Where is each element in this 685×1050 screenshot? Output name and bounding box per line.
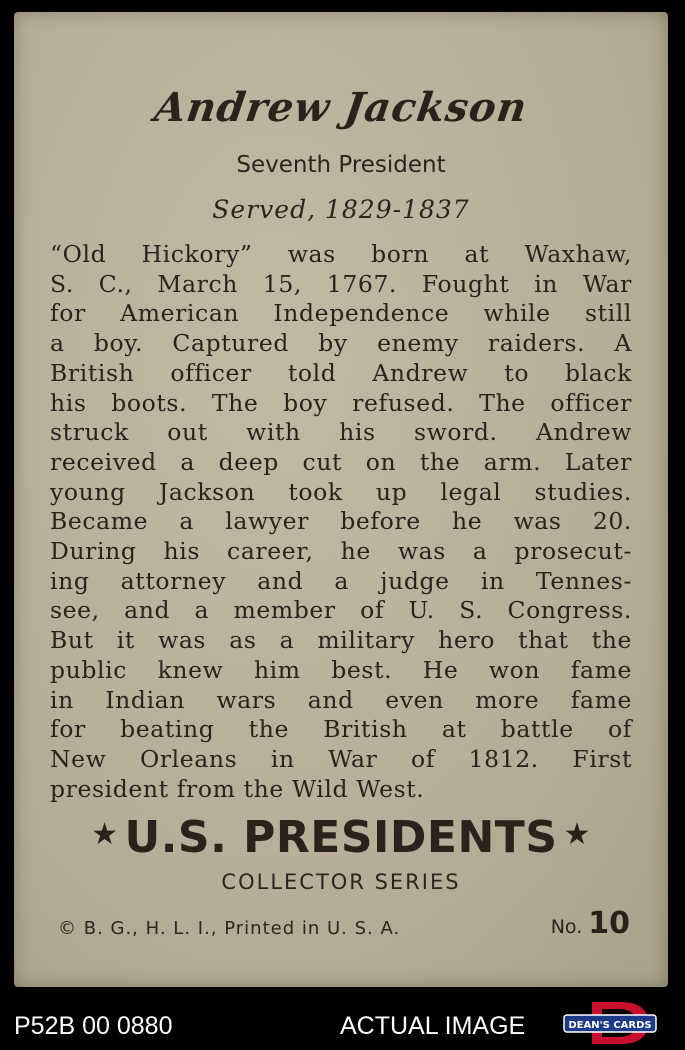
biography-line: “Old Hickory” was born at Waxhaw, [50,240,632,268]
logo-text: DEAN'S CARDS [568,1020,652,1031]
biography-text [50,240,632,804]
biography-line: for American Independence while still [50,299,632,328]
deans-cards-logo-icon [562,1000,658,1046]
card-number-label: No. [550,916,583,938]
biography-line: Became a lawyer before he was 20. [50,507,632,536]
biography-line: see, and a member of U. S. Congress. [50,596,632,625]
president-ordinal: Seventh President [236,152,446,178]
star-icon: ★ [91,817,119,852]
biography-line: president from the Wild West. [50,774,425,803]
series-subtitle: COLLECTOR SERIES [221,870,461,894]
biography-line: young Jackson took up legal studies. [50,477,632,506]
biography-line: But it was as a military hero that the [50,626,632,655]
biography-line: in Indian wars and even more fame [50,685,632,714]
biography-line: S. C., March 15, 1767. Fought in War [50,269,632,298]
term-served: Served, 1829-1837 [212,195,470,224]
biography-line: a boy. Captured by enemy raiders. A [50,329,632,358]
biography-line: New Orleans in War of 1812. First [50,744,632,773]
biography-line: his boots. The boy refused. The officer [50,388,632,417]
series-title [14,812,668,863]
cert-id: P52B 00 0880 [14,1012,173,1040]
biography-line: public knew him best. He won fame [50,655,632,684]
president-name: Andrew Jackson [151,84,531,131]
card-number [551,906,630,941]
copyright-line: © B. G., H. L. I., Printed in U. S. A. [58,918,401,939]
biography-line: During his career, he was a prosecut- [50,537,632,566]
star-icon: ★ [563,817,591,852]
biography-line: ing attorney and a judge in Tennes- [50,566,632,595]
biography-line: received a deep cut on the arm. Later [50,447,632,476]
biography-line: British officer told Andrew to black [50,358,632,387]
trading-card [14,12,668,987]
card-number-value: 10 [588,906,630,941]
biography-line: struck out with his sword. Andrew [50,418,632,447]
biography-line: for beating the British at battle of [50,715,632,744]
actual-image-label: ACTUAL IMAGE [340,1012,526,1040]
series-title-text: U.S. PRESIDENTS [124,812,558,863]
